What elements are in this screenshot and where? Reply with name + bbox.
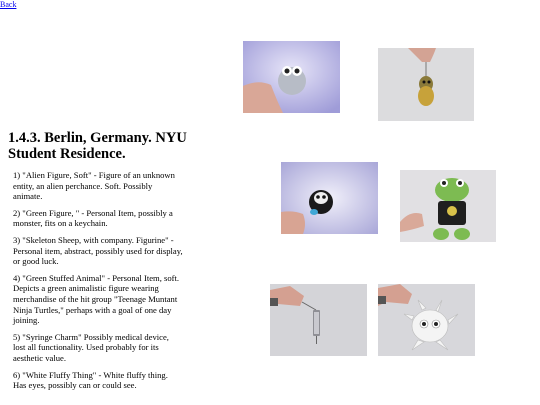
list-item-green-stuffed-animal: 4) "Green Stuffed Animal" - Personal Item, soft. Depicts a green animalistic figure wearing merchandise of the hit group "Teenage Muntant Ninja Turtles," perhaps with a goal of one day joining. <box>13 272 180 326</box>
photo-green-figure-keychain <box>378 48 474 121</box>
back-link[interactable]: Back <box>0 0 17 9</box>
photo-skeleton-sheep <box>281 162 378 234</box>
list-item-green-figure: 2) "Green Figure, " - Personal Item, possibly a monster, fits on a keychain. <box>13 207 173 229</box>
list-item-alien-figure: 1) "Alien Figure, Soft" - Figure of an unknown entity, an alien perchance. Soft. Possibly animate. <box>13 170 175 202</box>
list-item-skeleton-sheep: 3) "Skeleton Sheep, with company. Figurine" - Personal item, abstract, possibly used for display, or good luck. <box>13 234 183 267</box>
photo-alien-figure <box>243 41 340 113</box>
photo-green-stuffed-animal <box>400 170 496 242</box>
page-title: 1.4.3. Berlin, Germany. NYU Student Residence. <box>8 130 187 162</box>
list-item-syringe-charm: 5) "Syringe Charm" Possibly medical device, lost all functionality. Used probably for its aesthetic value. <box>13 331 169 363</box>
photo-syringe-charm <box>270 284 367 356</box>
list-item-white-fluffy-thing: 6) "White Fluffy Thing" - White fluffy thing. Has eyes, possibly can or could see. <box>13 369 168 391</box>
photo-white-fluffy-thing <box>378 284 475 356</box>
item-list <box>13 170 183 397</box>
